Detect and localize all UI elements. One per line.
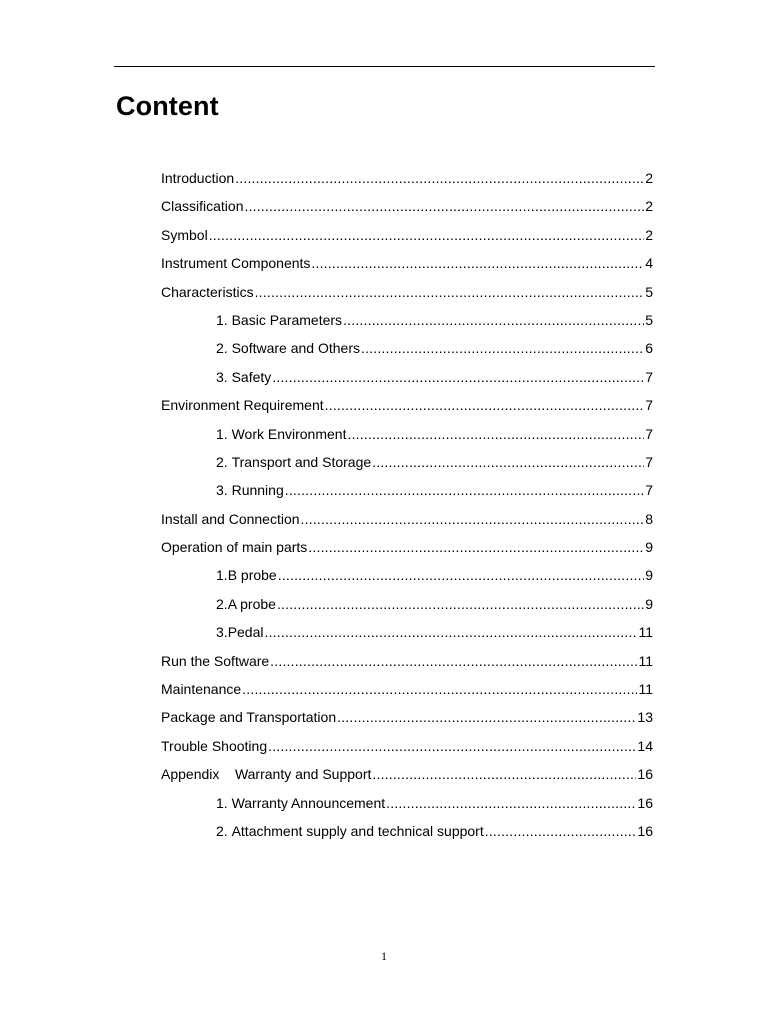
toc-leader-dots	[235, 164, 644, 192]
toc-entry-run-the-software[interactable]	[161, 647, 653, 675]
toc-page-number: 7	[645, 397, 653, 414]
toc-leader-dots	[270, 647, 637, 675]
toc-entry-label: Attachment supply and technical support	[231, 822, 484, 839]
toc-leader-dots	[372, 760, 636, 788]
toc-entry-introduction[interactable]	[161, 164, 653, 192]
toc-entry-basic-parameters[interactable]	[161, 306, 653, 334]
toc-page-number: 5	[645, 283, 653, 300]
toc-leader-dots	[272, 363, 644, 391]
toc-leader-dots	[386, 789, 636, 817]
toc-entry-number: 1.	[216, 567, 228, 584]
toc-entry-pedal[interactable]	[161, 618, 653, 646]
toc-entry-label: Safety	[231, 368, 272, 385]
toc-leader-dots	[372, 448, 644, 476]
toc-leader-dots	[311, 249, 644, 277]
table-of-contents	[161, 164, 653, 845]
toc-entry-number: 1.	[216, 311, 228, 328]
toc-entry-label: Basic Parameters	[231, 311, 343, 328]
toc-page-number: 9	[645, 539, 653, 556]
toc-leader-dots	[209, 221, 645, 249]
toc-leader-dots	[277, 590, 644, 618]
toc-leader-dots	[337, 703, 636, 731]
toc-entry-label: Instrument Components	[161, 255, 311, 272]
toc-leader-dots	[485, 817, 637, 845]
toc-entry-number: 1.	[216, 794, 228, 811]
toc-entry-label: Run the Software	[161, 652, 270, 669]
toc-entry-label: Maintenance	[161, 681, 242, 698]
toc-page-number: 7	[645, 425, 653, 442]
toc-entry-number: 1.	[216, 425, 228, 442]
toc-page-number: 11	[638, 624, 653, 641]
toc-entry-label: Warranty Announcement	[231, 794, 386, 811]
toc-entry-instrument-components[interactable]	[161, 249, 653, 277]
page-number: 1	[381, 949, 387, 963]
toc-page-number: 5	[645, 311, 653, 328]
toc-entry-warranty-announcement[interactable]	[161, 789, 653, 817]
toc-entry-a-probe[interactable]	[161, 590, 653, 618]
toc-leader-dots	[285, 476, 644, 504]
toc-leader-dots	[265, 618, 638, 646]
toc-page-number: 7	[645, 482, 653, 499]
toc-entry-running[interactable]	[161, 476, 653, 504]
toc-page-number: 11	[638, 652, 653, 669]
toc-entry-label: Running	[231, 482, 284, 499]
toc-entry-label: Operation of main parts	[161, 539, 308, 556]
toc-entry-label: Classification	[161, 198, 244, 215]
toc-page-number: 4	[645, 255, 653, 272]
toc-page-number: 16	[637, 766, 653, 783]
toc-entry-environment-requirement[interactable]	[161, 391, 653, 419]
toc-entry-classification[interactable]	[161, 192, 653, 220]
toc-entry-trouble-shooting[interactable]	[161, 732, 653, 760]
toc-page-number: 7	[645, 453, 653, 470]
toc-leader-dots	[347, 420, 644, 448]
toc-entry-work-environment[interactable]	[161, 420, 653, 448]
toc-entry-appendix-warranty-and-support[interactable]	[161, 760, 653, 788]
toc-entry-label: Trouble Shooting	[161, 737, 268, 754]
toc-entry-number: 3.	[216, 482, 228, 499]
toc-entry-package-and-transportation[interactable]	[161, 703, 653, 731]
toc-page-number: 16	[637, 794, 653, 811]
toc-entry-label: Characteristics	[161, 283, 254, 300]
toc-entry-number: 2.	[216, 340, 228, 357]
toc-page-number: 2	[645, 198, 653, 215]
toc-page-number: 16	[637, 822, 653, 839]
toc-entry-number: 2.	[216, 453, 228, 470]
toc-leader-dots	[255, 278, 645, 306]
toc-page-number: 2	[645, 170, 653, 186]
toc-entry-symbol[interactable]	[161, 221, 653, 249]
toc-entry-characteristics[interactable]	[161, 278, 653, 306]
toc-entry-operation-of-main-parts[interactable]	[161, 533, 653, 561]
toc-entry-label: Work Environment	[231, 425, 347, 442]
toc-page-number: 6	[645, 340, 653, 357]
toc-entry-install-and-connection[interactable]	[161, 505, 653, 533]
toc-entry-label: Software and Others	[231, 340, 360, 357]
header-rule	[114, 66, 655, 67]
toc-entry-label: Appendix Warranty and Support	[161, 766, 372, 783]
toc-leader-dots	[278, 561, 644, 589]
toc-page-number: 9	[645, 567, 653, 584]
toc-leader-dots	[361, 334, 644, 362]
toc-page-number: 13	[637, 709, 653, 726]
toc-entry-label: Install and Connection	[161, 510, 300, 527]
toc-page-number: 9	[645, 595, 653, 612]
toc-entry-label: Symbol	[161, 226, 208, 243]
toc-entry-label: A probe	[227, 595, 276, 612]
toc-entry-software-and-others[interactable]	[161, 334, 653, 362]
toc-page-number: 7	[645, 368, 653, 385]
toc-entry-transport-and-storage[interactable]	[161, 448, 653, 476]
toc-leader-dots	[268, 732, 636, 760]
toc-page-number: 14	[637, 737, 653, 754]
toc-page-number: 11	[638, 681, 653, 698]
toc-entry-label: Introduction	[161, 170, 235, 186]
toc-entry-number: 2.	[216, 822, 228, 839]
toc-entry-b-probe[interactable]	[161, 561, 653, 589]
toc-leader-dots	[343, 306, 644, 334]
toc-entry-number: 3.	[216, 624, 228, 641]
page-title: Content	[116, 91, 219, 121]
toc-leader-dots	[244, 192, 644, 220]
toc-entry-label: Package and Transportation	[161, 709, 337, 726]
toc-entry-label: Pedal	[227, 624, 264, 641]
toc-entry-number: 3.	[216, 368, 228, 385]
toc-entry-maintenance[interactable]	[161, 675, 653, 703]
toc-entry-number: 2.	[216, 595, 228, 612]
toc-page-number: 2	[645, 226, 653, 243]
toc-entry-attachment-supply-and-technical-support[interactable]	[161, 817, 653, 845]
toc-leader-dots	[242, 675, 637, 703]
toc-leader-dots	[308, 533, 644, 561]
toc-entry-label: Transport and Storage	[231, 453, 372, 470]
toc-entry-label: B probe	[227, 567, 277, 584]
toc-leader-dots	[325, 391, 645, 419]
toc-leader-dots	[301, 505, 645, 533]
toc-entry-safety[interactable]	[161, 363, 653, 391]
toc-entry-label: Environment Requirement	[161, 397, 324, 414]
toc-page-number: 8	[645, 510, 653, 527]
